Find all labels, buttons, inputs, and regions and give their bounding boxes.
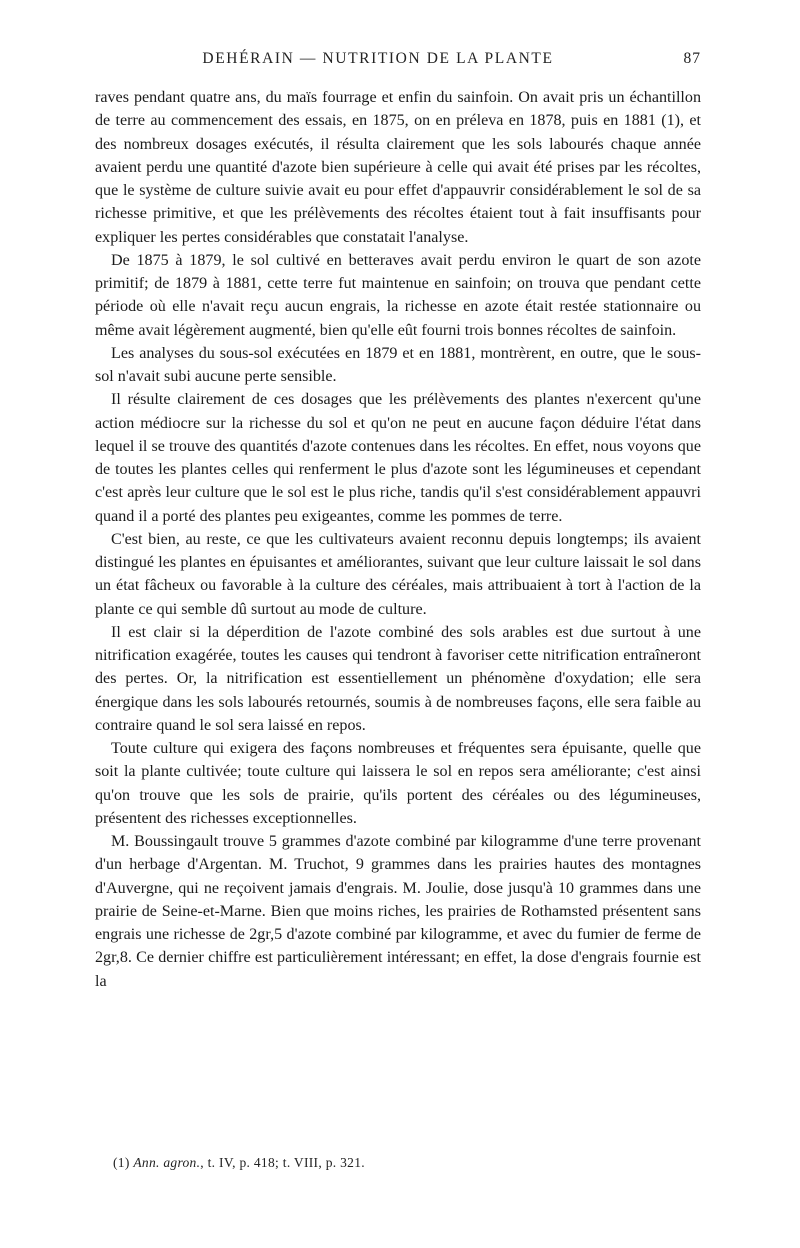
page-number: 87 [683,50,701,67]
paragraph: C'est bien, au reste, ce que les cultivateurs avaient reconnu depuis longtemps; ils avaient distingué les plantes en épuisantes et améliorantes, suivant que leur culture laissait le sol dans un état fâcheux ou favorable à la culture des céréales, mais attribuaient à tort à l'action de la plante ce qui semble dû surtout au mode de culture. [95,530,701,618]
footnote-journal: Ann. agron. [133,1155,201,1170]
paragraph: Il est clair si la déperdition de l'azote combiné des sols arables est due surtout à une nitrification exagérée, toutes les causes qui tendront à favoriser cette nitrification entraîneront des pertes. Or, la nitrification est essentiellement un phénomène d'oxydation; elle sera énergique dans les sols labourés retournés, soumis à de nombreuses façons, elle sera faible au contraire quand le sol sera laissé en repos. [95,623,701,734]
running-header [95,50,701,72]
paragraph: raves pendant quatre ans, du maïs fourrage et enfin du sainfoin. On avait pris un échantillon de terre au commencement des essais, en 1875, on en préleva en 1878, puis en 1881 (1), et des nombreux dosages exécutés, il résulta clairement que les sols labourés chaque année avaient perdu une quantité d'azote bien supérieure à celle qui avait été prises par les récoltes, que le système de culture suivie avait eu pour effet d'appauvrir considérablement le sol de sa richesse primitive, et que les prélèvements des récoltes étaient tout à fait insuffisants pour expliquer les pertes considérables que constatait l'analyse. [95,89,701,246]
footnote-reference: , t. IV, p. 418; t. VIII, p. 321. [200,1155,365,1170]
paragraph: M. Boussingault trouve 5 grammes d'azote combiné par kilogramme d'une terre provenant d'un herbage d'Argentan. M. Truchot, 9 grammes dans les prairies hautes des montagnes d'Auvergne, qui ne reçoivent jamais d'engrais. M. Joulie, dose jusqu'à 10 grammes dans une prairie de Seine-et-Marne. Bien que moins riches, les prairies de Rothamsted présentent sans engrais une richesse de 2gr,5 d'azote combiné par kilogramme, et avec du fumier de ferme de 2gr,8. Ce dernier chiffre est particulièrement intéressant; en effet, la dose d'engrais fournie est la [95,833,701,990]
paragraph: Il résulte clairement de ces dosages que les prélèvements des plantes n'exercent qu'une action médiocre sur la richesse du sol et qu'on ne peut en aucune façon déduire l'état dans lequel il se trouve des quantités d'azote contenues dans les récoltes. En effet, nous voyons que de toutes les plantes celles qui renferment le plus d'azote sont les légumineuses et cependant c'est après leur culture que le sol est le plus riche, tandis qu'il s'est considérablement appauvri quand il a porté des plantes peu exigeantes, comme les pommes de terre. [95,391,701,525]
paragraph: Les analyses du sous-sol exécutées en 1879 et en 1881, montrèrent, en outre, que le sous-sol n'avait subi aucune perte sensible. [95,344,701,385]
footnote [113,1155,693,1171]
footnote-marker: (1) [113,1155,130,1170]
running-title: DEHÉRAIN — NUTRITION DE LA PLANTE [202,50,554,67]
paragraph: Toute culture qui exigera des façons nombreuses et fréquentes sera épuisante, quelle que soit la plante cultivée; toute culture qui laissera le sol en repos sera améliorante; c'est ainsi qu'on trouve que les sols de prairie, qu'ils portent des céréales ou des légumineuses, présentent des richesses exceptionnelles. [95,740,701,827]
paragraph: De 1875 à 1879, le sol cultivé en betteraves avait perdu environ le quart de son azote primitif; de 1879 à 1881, cette terre fut maintenue en sainfoin; on trouva que pendant cette période où elle n'avait reçu aucun engrais, la richesse en azote était restée stationnaire ou même avait légèrement augmenté, bien qu'elle eût fourni trois bonnes récoltes de sainfoin. [95,251,701,339]
body-text [95,86,701,993]
